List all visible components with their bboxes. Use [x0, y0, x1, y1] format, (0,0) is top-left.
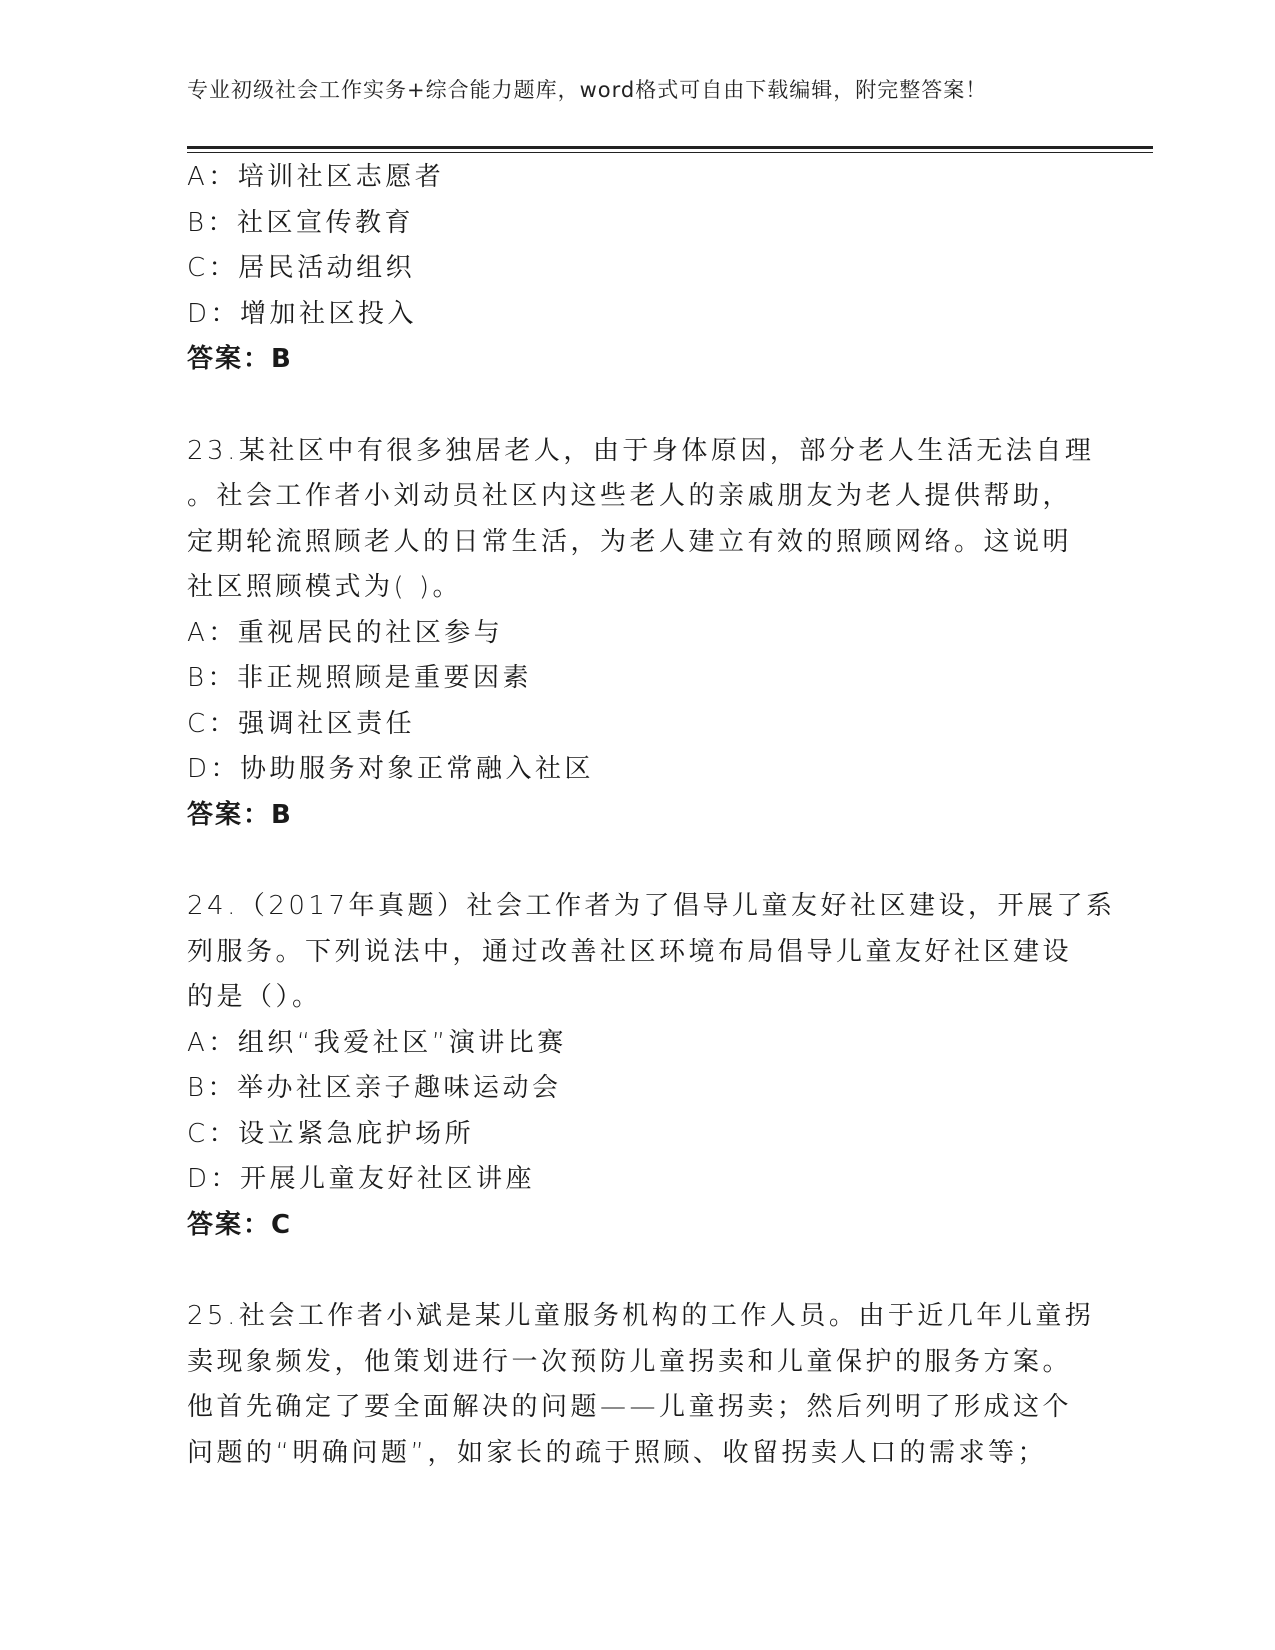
question-line: 问题的“明确问题”，如家长的疏于照顾、收留拐卖人口的需求等；: [187, 1437, 1047, 1468]
question-line: 定期轮流照顾老人的日常生活，为老人建立有效的照顾网络。这说明: [187, 526, 1073, 557]
question-line: 列服务。下列说法中，通过改善社区环境布局倡导儿童友好社区建设: [187, 936, 1073, 967]
question-24-text: [187, 884, 1116, 1021]
question-25-text: [187, 1294, 1095, 1476]
option-c: C：设立紧急庇护场所: [187, 1118, 475, 1149]
question-line: 。社会工作者小刘动员社区内这些老人的亲戚朋友为老人提供帮助，: [187, 481, 1073, 511]
answer-22: 答案：B: [187, 344, 293, 374]
header-divider: [187, 146, 1153, 149]
document-body: [187, 155, 1116, 1476]
question-line: 25.社会工作者小斌是某儿童服务机构的工作人员。由于近几年儿童拐: [187, 1301, 1095, 1331]
option-b: B：非正规照顾是重要因素: [187, 663, 533, 693]
question-line: 社区照顾模式为( )。: [187, 572, 463, 602]
question-line: 23.某社区中有很多独居老人，由于身体原因，部分老人生活无法自理: [187, 435, 1095, 466]
question-23-text: [187, 429, 1095, 611]
question-line: 24.（2017年真题）社会工作者为了倡导儿童友好社区建设，开展了系: [187, 891, 1116, 921]
option-a: A：组织“我爱社区”演讲比赛: [187, 1027, 567, 1058]
page-header: 专业初级社会工作实务+综合能力题库，word格式可自由下载编辑，附完整答案！: [187, 78, 988, 102]
option-b: B：社区宣传教育: [187, 207, 415, 238]
option-a: A：培训社区志愿者: [187, 162, 445, 192]
question-22-options: [187, 155, 1087, 337]
option-b: B：举办社区亲子趣味运动会: [187, 1073, 562, 1103]
answer-23: 答案：B: [187, 799, 293, 830]
option-c: C：居民活动组织: [187, 253, 416, 283]
answer-24: 答案：C: [187, 1209, 293, 1240]
question-line: 卖现象频发，他策划进行一次预防儿童拐卖和儿童保护的服务方案。: [187, 1346, 1073, 1377]
question-24-options: [187, 1021, 1087, 1203]
option-d: D：增加社区投入: [187, 298, 418, 329]
option-d: D：开展儿童友好社区讲座: [187, 1164, 536, 1194]
question-line: 他首先确定了要全面解决的问题——儿童拐卖；然后列明了形成这个: [187, 1392, 1073, 1422]
question-line: 的是（）。: [187, 982, 322, 1012]
option-a: A：重视居民的社区参与: [187, 617, 504, 648]
option-d: D：协助服务对象正常融入社区: [187, 754, 595, 784]
option-c: C：强调社区责任: [187, 708, 416, 739]
question-23-options: [187, 611, 1087, 793]
